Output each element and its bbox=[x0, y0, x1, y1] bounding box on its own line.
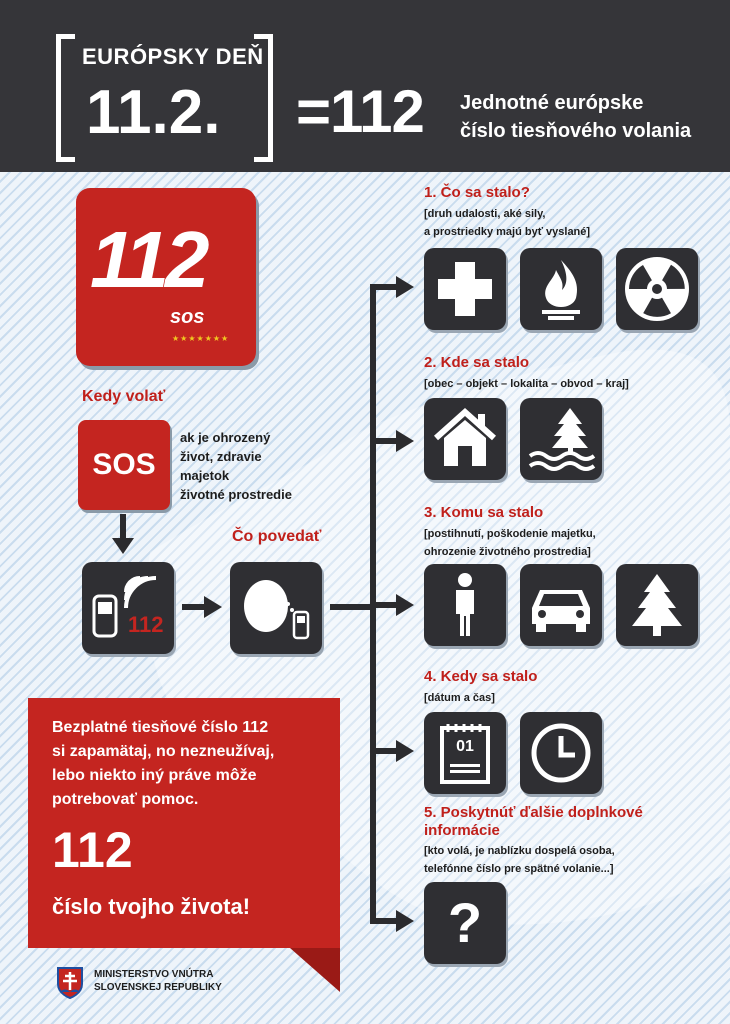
speaking-person-tile bbox=[230, 562, 322, 654]
when-call-line: život, zdravie bbox=[180, 449, 262, 464]
header-date: 11.2. bbox=[86, 78, 221, 147]
branch-arrowhead-4 bbox=[396, 740, 414, 762]
when-call-title: Kedy volať bbox=[82, 388, 166, 405]
right-arrow-head bbox=[204, 596, 222, 618]
promo-box bbox=[28, 698, 340, 948]
step1-title: 1. Čo sa stalo? bbox=[424, 184, 530, 201]
branch-arrowhead-1 bbox=[396, 276, 414, 298]
header-banner bbox=[0, 0, 730, 172]
branch-arrowhead-5 bbox=[396, 910, 414, 932]
person-icon bbox=[424, 564, 506, 646]
header-subtitle-line1: Jednotné európske bbox=[460, 92, 644, 114]
ministry-name bbox=[94, 968, 222, 994]
medical-cross-icon bbox=[424, 248, 506, 330]
when-call-list bbox=[180, 428, 292, 504]
house-icon bbox=[424, 398, 506, 480]
down-arrow-shaft bbox=[120, 514, 126, 540]
fire-icon bbox=[520, 248, 602, 330]
branch-arrowhead-2 bbox=[396, 430, 414, 452]
step5-title-line: 5. Poskytnúť ďalšie doplnkové bbox=[424, 804, 643, 821]
branch-arrow-4 bbox=[370, 748, 396, 754]
promo-line: si zapamätaj, no nezneužívaj, bbox=[52, 743, 275, 760]
phone-tile-number: 112 bbox=[128, 612, 164, 637]
step5-title bbox=[424, 804, 643, 840]
ministry-line: MINISTERSTVO VNÚTRA bbox=[94, 969, 214, 980]
slovak-coat-of-arms bbox=[56, 966, 84, 1000]
step1-sub bbox=[424, 205, 590, 241]
step2-title: 2. Kde sa stalo bbox=[424, 354, 530, 371]
step1-sub-line: a prostriedky majú byť vyslané] bbox=[424, 226, 591, 238]
step5-title-line: informácie bbox=[424, 822, 500, 839]
connector-shaft bbox=[330, 604, 374, 610]
header-equals-112: =112 bbox=[296, 78, 424, 145]
branch-arrow-1 bbox=[370, 284, 396, 290]
step2-sub-line: [obec – objekt – lokalita – obvod – kraj] bbox=[424, 378, 629, 390]
step4-sub bbox=[424, 689, 495, 707]
clock-icon bbox=[520, 712, 602, 794]
question-mark: ? bbox=[447, 891, 483, 954]
what-say-title: Čo povedať bbox=[232, 528, 322, 545]
step1-sub-line: [druh udalosti, aké sily, bbox=[424, 208, 546, 220]
step2-sub bbox=[424, 375, 629, 393]
eu-stars: ★★★★★★★ bbox=[172, 334, 230, 343]
header-title-small: EURÓPSKY DEŇ bbox=[82, 44, 264, 69]
promo-text bbox=[52, 716, 274, 812]
car-icon bbox=[520, 564, 602, 646]
branch-arrow-2 bbox=[370, 438, 396, 444]
branch-arrow-3 bbox=[370, 602, 396, 608]
step5-sub-line: telefónne číslo pre spätné volanie...] bbox=[424, 863, 614, 875]
ministry-line: SLOVENSKEJ REPUBLIKY bbox=[94, 982, 222, 993]
when-call-line: majetok bbox=[180, 468, 230, 483]
logo-112-sos bbox=[76, 188, 256, 366]
branch-arrow-5 bbox=[370, 918, 396, 924]
down-arrow-head bbox=[112, 538, 134, 554]
promo-line: lebo niekto iný práve môže bbox=[52, 767, 257, 784]
step4-sub-line: [dátum a čas] bbox=[424, 692, 495, 704]
phone-call-tile bbox=[82, 562, 174, 654]
step3-sub bbox=[424, 525, 596, 561]
tree-water-icon bbox=[520, 398, 602, 480]
promo-line: Bezplatné tiesňové číslo 112 bbox=[52, 719, 269, 736]
when-call-line: ak je ohrozený bbox=[180, 430, 271, 445]
sos-box bbox=[78, 420, 170, 510]
tree-icon bbox=[616, 564, 698, 646]
calendar-day: 01 bbox=[456, 738, 474, 755]
question-icon bbox=[424, 882, 506, 964]
left-bracket bbox=[56, 34, 75, 162]
promo-big-number: 112 bbox=[52, 822, 133, 878]
step5-sub-line: [kto volá, je nablízku dospelá osoba, bbox=[424, 845, 615, 857]
sos-box-label: SOS bbox=[92, 448, 156, 481]
promo-tagline: číslo tvojho života! bbox=[52, 894, 251, 919]
right-arrow-shaft bbox=[182, 604, 204, 610]
branch-arrowhead-3 bbox=[396, 594, 414, 616]
promo-line: potrebovať pomoc. bbox=[52, 791, 199, 808]
step3-sub-line: [postihnutí, poškodenie majetku, bbox=[424, 528, 596, 540]
logo-sos-text: sos bbox=[170, 306, 205, 328]
step3-title: 3. Komu sa stalo bbox=[424, 504, 544, 521]
when-call-line: životné prostredie bbox=[180, 487, 292, 502]
radiation-icon bbox=[616, 248, 698, 330]
promo-box-fold bbox=[290, 948, 340, 992]
header-subtitle-line2: číslo tiesňového volania bbox=[460, 120, 692, 142]
calendar-icon bbox=[424, 712, 506, 794]
step5-sub bbox=[424, 842, 615, 878]
step4-title: 4. Kedy sa stalo bbox=[424, 668, 538, 685]
logo-number: 112 bbox=[90, 215, 206, 304]
step3-sub-line: ohrozenie životného prostredia] bbox=[424, 546, 591, 558]
